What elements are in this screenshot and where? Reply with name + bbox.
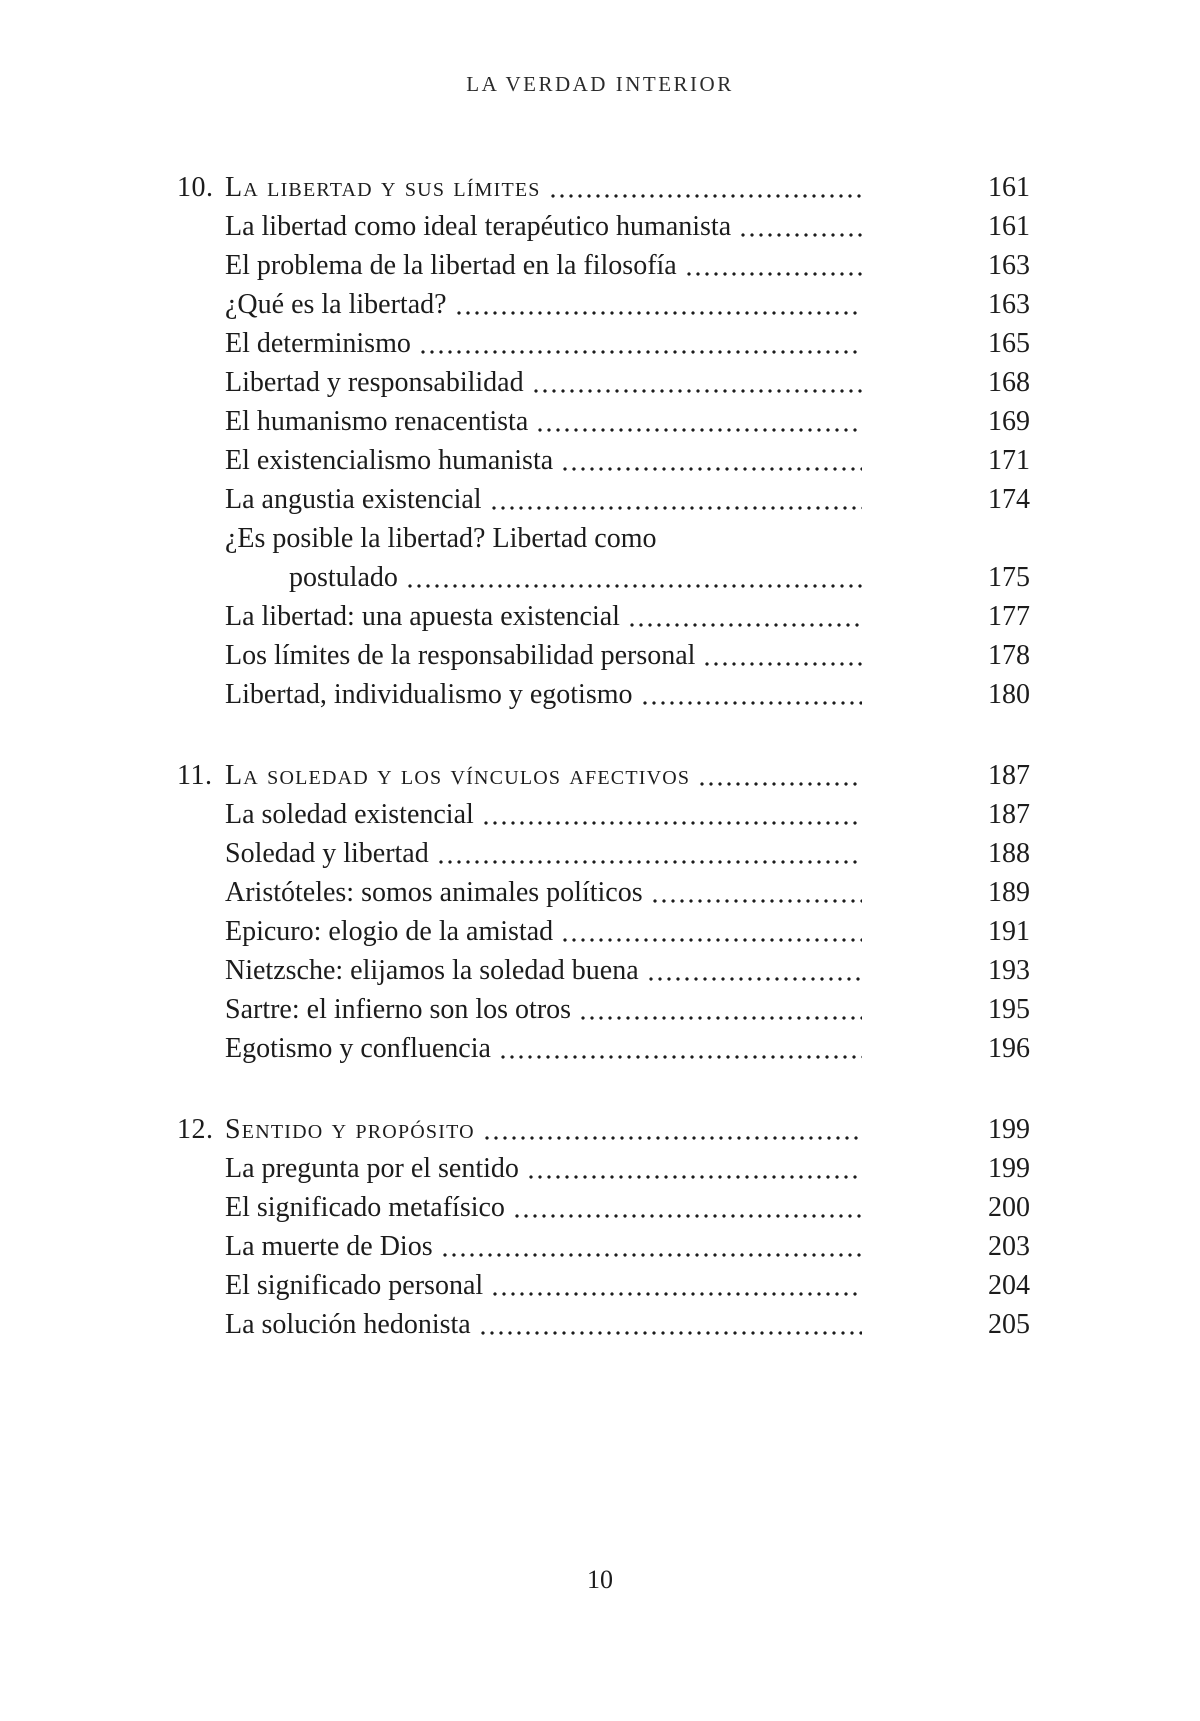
entry-title: ¿Qué es la libertad? — [225, 289, 447, 320]
entry-page-number: 180 — [988, 679, 1030, 710]
toc-entry-row — [177, 990, 1030, 1029]
chapter-page-number: 187 — [988, 760, 1030, 791]
entry-page-number: 165 — [988, 328, 1030, 359]
entry-page-number: 189 — [988, 877, 1030, 908]
chapter-heading-row — [177, 756, 1030, 795]
table-of-contents — [177, 168, 1030, 1344]
toc-entry-row — [177, 324, 1030, 363]
chapter-title: La libertad y sus límites — [225, 172, 541, 203]
toc-entry-row — [177, 795, 1030, 834]
entry-title: El significado personal — [225, 1270, 484, 1301]
toc-entry-row — [177, 207, 1030, 246]
chapter-heading-row — [177, 1110, 1030, 1149]
entry-title: Aristóteles: somos animales políticos — [225, 877, 643, 908]
entry-title: La angustia existencial — [225, 484, 482, 515]
entry-page-number: 187 — [988, 799, 1030, 830]
chapter-title: Sentido y propósito — [225, 1114, 475, 1145]
entry-title: Libertad y responsabilidad — [225, 367, 524, 398]
toc-section — [177, 756, 1030, 1068]
entry-page-number: 175 — [988, 562, 1030, 593]
entry-page-number: 205 — [988, 1309, 1030, 1340]
toc-entry-row — [177, 1029, 1030, 1068]
entry-page-number: 204 — [988, 1270, 1030, 1301]
page-number-folio: 10 — [587, 1565, 613, 1594]
toc-entry-row — [177, 1149, 1030, 1188]
toc-entry-row — [177, 1227, 1030, 1266]
chapter-number: 11. — [177, 760, 213, 791]
chapter-title: La soledad y los vínculos afectivos — [225, 760, 691, 791]
chapter-number: 10. — [177, 172, 214, 203]
entry-title: La muerte de Dios — [225, 1231, 433, 1262]
toc-entry-row — [177, 834, 1030, 873]
entry-page-number: 195 — [988, 994, 1030, 1025]
entry-title: La pregunta por el sentido — [225, 1153, 519, 1184]
toc-entry-row — [177, 558, 1030, 597]
chapter-heading-row — [177, 168, 1030, 207]
entry-title: Soledad y libertad — [225, 838, 429, 869]
entry-page-number: 203 — [988, 1231, 1030, 1262]
toc-entry-row — [177, 246, 1030, 285]
entry-page-number: 199 — [988, 1153, 1030, 1184]
entry-page-number: 200 — [988, 1192, 1030, 1223]
entry-page-number: 163 — [988, 289, 1030, 320]
entry-title: El problema de la libertad en la filosofía — [225, 250, 677, 281]
chapter-entries — [177, 207, 1030, 714]
toc-entry-row — [177, 597, 1030, 636]
toc-entry-row — [177, 363, 1030, 402]
entry-title: ¿Es posible la libertad? Libertad como — [225, 523, 657, 554]
toc-entry-row — [177, 951, 1030, 990]
entry-title: El determinismo — [225, 328, 411, 359]
entry-page-number: 171 — [988, 445, 1030, 476]
toc-entry-row — [177, 1266, 1030, 1305]
toc-entry-row — [177, 480, 1030, 519]
toc-entry-row — [177, 519, 1030, 558]
chapter-page-number: 199 — [988, 1114, 1030, 1145]
entry-page-number: 169 — [988, 406, 1030, 437]
toc-entry-row — [177, 912, 1030, 951]
entry-title: Egotismo y confluencia — [225, 1033, 491, 1064]
toc-entry-row — [177, 873, 1030, 912]
entry-page-number: 178 — [988, 640, 1030, 671]
toc-entry-row — [177, 285, 1030, 324]
entry-title: Nietzsche: elijamos la soledad buena — [225, 955, 639, 986]
chapter-entries — [177, 795, 1030, 1068]
entry-title: La libertad como ideal terapéutico humanista — [225, 211, 732, 242]
entry-page-number: 196 — [988, 1033, 1030, 1064]
entry-page-number: 188 — [988, 838, 1030, 869]
toc-section — [177, 1110, 1030, 1344]
entry-page-number: 174 — [988, 484, 1030, 515]
toc-entry-row — [177, 1305, 1030, 1344]
entry-title: La libertad: una apuesta existencial — [225, 601, 620, 632]
entry-page-number: 163 — [988, 250, 1030, 281]
toc-entry-row — [177, 675, 1030, 714]
entry-title: Libertad, individualismo y egotismo — [225, 679, 633, 710]
entry-title: Los límites de la responsabilidad personal — [225, 640, 696, 671]
toc-section — [177, 168, 1030, 714]
entry-page-number: 193 — [988, 955, 1030, 986]
entry-page-number: 168 — [988, 367, 1030, 398]
entry-title: El humanismo renacentista — [225, 406, 529, 437]
running-header: LA VERDAD INTERIOR — [466, 72, 734, 96]
chapter-entries — [177, 1149, 1030, 1344]
toc-entry-row — [177, 636, 1030, 675]
chapter-page-number: 161 — [988, 172, 1030, 203]
entry-title: El significado metafísico — [225, 1192, 505, 1223]
entry-title: postulado — [289, 562, 398, 593]
entry-title: La solución hedonista — [225, 1309, 471, 1340]
entry-title: Epicuro: elogio de la amistad — [225, 916, 554, 947]
entry-title: Sartre: el infierno son los otros — [225, 994, 572, 1025]
toc-entry-row — [177, 441, 1030, 480]
entry-page-number: 191 — [988, 916, 1030, 947]
toc-entry-row — [177, 402, 1030, 441]
entry-title: El existencialismo humanista — [225, 445, 554, 476]
entry-page-number: 177 — [988, 601, 1030, 632]
entry-title: La soledad existencial — [225, 799, 474, 830]
entry-page-number: 161 — [988, 211, 1030, 242]
chapter-number: 12. — [177, 1114, 214, 1145]
toc-entry-row — [177, 1188, 1030, 1227]
